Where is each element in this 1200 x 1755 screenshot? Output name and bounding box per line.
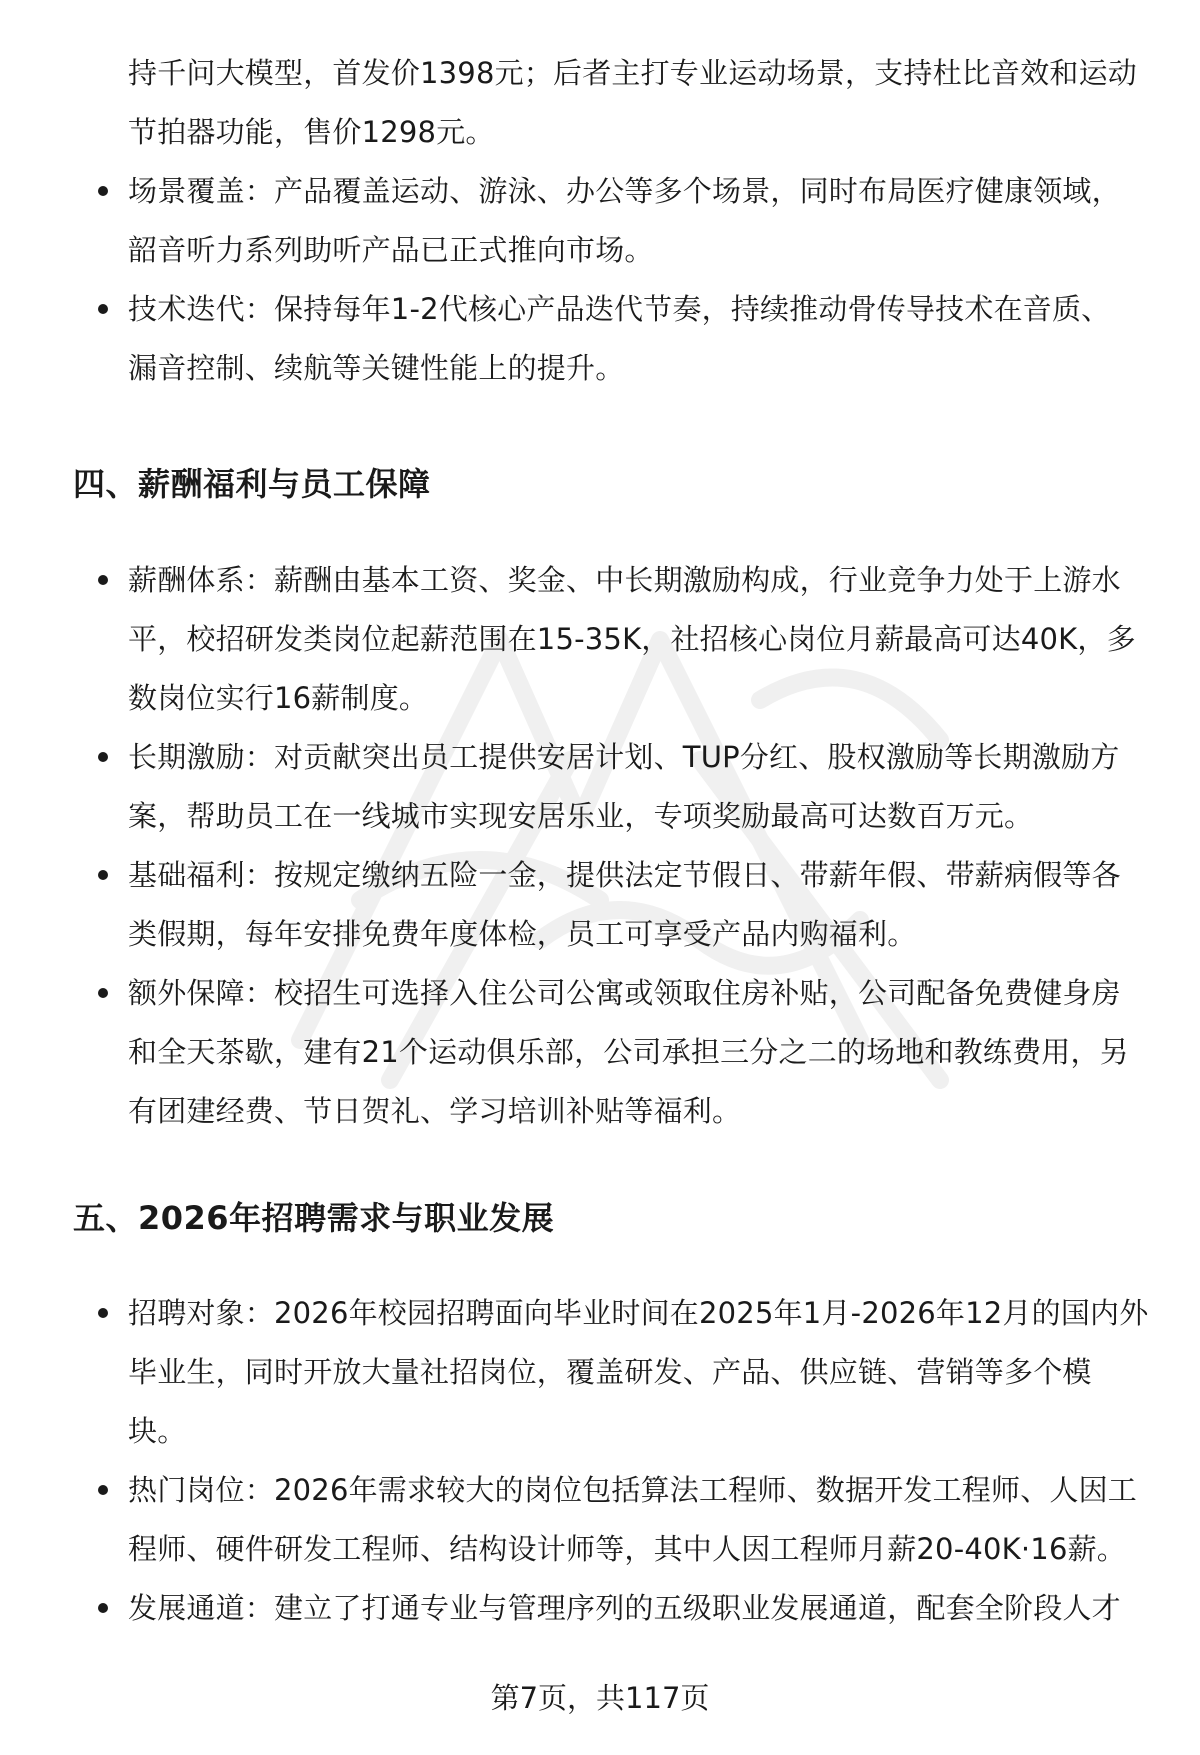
section-heading: 五、2026年招聘需求与职业发展 — [73, 1199, 555, 1237]
text-line: 数岗位实行16薪制度。 — [128, 681, 429, 715]
bullet-icon — [98, 1485, 108, 1495]
bullet-icon — [98, 186, 108, 196]
bullet-icon — [98, 1308, 108, 1318]
text-line: 发展通道：建立了打通专业与管理序列的五级职业发展通道，配套全阶段人才 — [128, 1591, 1121, 1625]
text-line: 招聘对象：2026年校园招聘面向毕业时间在2025年1月-2026年12月的国内外 — [128, 1296, 1149, 1330]
text-line: 案，帮助员工在一线城市实现安居乐业，专项奖励最高可达数百万元。 — [128, 799, 1034, 833]
bullet-icon — [98, 870, 108, 880]
continuation-paragraph — [128, 44, 1158, 162]
text-line: 漏音控制、续航等关键性能上的提升。 — [128, 351, 625, 385]
text-line: 和全天茶歇，建有21个运动俱乐部，公司承担三分之二的场地和教练费用，另 — [128, 1035, 1129, 1069]
bullet-icon — [98, 988, 108, 998]
text-line: 额外保障：校招生可选择入住公司公寓或领取住房补贴，公司配备免费健身房 — [128, 976, 1121, 1010]
text-line: 韶音听力系列助听产品已正式推向市场。 — [128, 233, 654, 267]
text-line: 基础福利：按规定缴纳五险一金，提供法定节假日、带薪年假、带薪病假等各 — [128, 858, 1121, 892]
text-line: 热门岗位：2026年需求较大的岗位包括算法工程师、数据开发工程师、人因工 — [128, 1473, 1138, 1507]
text-line: 平，校招研发类岗位起薪范围在15-35K，社招核心岗位月薪最高可达40K，多 — [128, 622, 1136, 656]
text-line: 有团建经费、节日贺礼、学习培训补贴等福利。 — [128, 1094, 742, 1128]
bullet-icon — [98, 1603, 108, 1613]
text-line: 持千问大模型，首发价1398元；后者主打专业运动场景，支持杜比音效和运动 — [128, 56, 1138, 90]
text-line: 毕业生，同时开放大量社招岗位，覆盖研发、产品、供应链、营销等多个模 — [128, 1355, 1092, 1389]
bullet-icon — [98, 752, 108, 762]
bullet-icon — [98, 304, 108, 314]
text-line: 程师、硬件研发工程师、结构设计师等，其中人因工程师月薪20-40K·16薪。 — [128, 1532, 1127, 1566]
text-line: 块。 — [128, 1414, 187, 1448]
section-heading: 四、薪酬福利与员工保障 — [73, 465, 431, 503]
text-line: 长期激励：对贡献突出员工提供安居计划、TUP分红、股权激励等长期激励方 — [128, 740, 1120, 774]
text-line: 类假期，每年安排免费年度体检，员工可享受产品内购福利。 — [128, 917, 917, 951]
text-line: 薪酬体系：薪酬由基本工资、奖金、中长期激励构成，行业竞争力处于上游水 — [128, 563, 1121, 597]
text-line: 技术迭代：保持每年1-2代核心产品迭代节奏，持续推动骨传导技术在音质、 — [128, 292, 1111, 326]
text-line: 节拍器功能，售价1298元。 — [128, 115, 495, 149]
text-line: 场景覆盖：产品覆盖运动、游泳、办公等多个场景，同时布局医疗健康领域， — [128, 174, 1121, 208]
bullet-icon — [98, 575, 108, 585]
page-number: 第7页，共117页 — [490, 1681, 710, 1715]
